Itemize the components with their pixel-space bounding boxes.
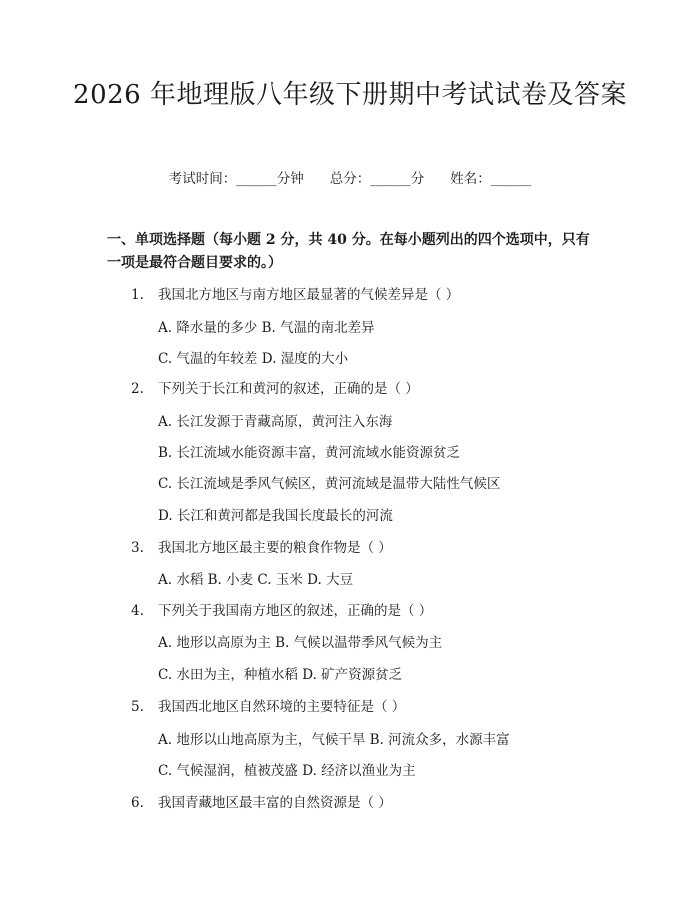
question-2-option-c: C. 长江流域是季风气候区，黄河流域是温带大陆性气候区 (158, 476, 501, 492)
question-2-option-d: D. 长江和黄河都是我国长度最长的河流 (158, 508, 393, 524)
exam-time-field: 考试时间：______分钟 (168, 171, 304, 187)
question-3 (131, 536, 392, 556)
exam-title: 2026 年地理版八年级下册期中考试试卷及答案 (73, 80, 627, 110)
question-3-options-line-1: A. 水稻 B. 小麦 C. 玉米 D. 大豆 (158, 572, 354, 588)
question-2-option-a: A. 长江发源于青藏高原，黄河注入东海 (158, 414, 393, 430)
question-number: 6. (131, 795, 144, 811)
question-5-options-line-2: C. 气候湿润，植被茂盛 D. 经济以渔业为主 (158, 763, 416, 779)
question-1-options-line-2: C. 气温的年较差 D. 湿度的大小 (158, 351, 349, 367)
question-1 (131, 283, 459, 303)
question-6 (131, 791, 392, 811)
question-text: 我国北方地区与南方地区最显著的气候差异是（ ） (158, 287, 460, 303)
student-name-field: 姓名：______ (450, 171, 532, 187)
question-1-options-line-1: A. 降水量的多少 B. 气温的南北差异 (158, 320, 375, 336)
question-text: 下列关于我国南方地区的叙述，正确的是（ ） (158, 603, 433, 619)
question-number: 3. (131, 540, 144, 556)
question-4-options-line-1: A. 地形以高原为主 B. 气候以温带季风气候为主 (158, 635, 443, 651)
question-number: 5. (131, 699, 144, 715)
total-score-field: 总分：______分 (329, 171, 425, 187)
question-number: 1. (131, 287, 144, 303)
question-5 (131, 695, 405, 715)
question-text: 我国北方地区最主要的粮食作物是（ ） (158, 540, 392, 556)
question-text: 我国西北地区自然环境的主要特征是（ ） (158, 699, 406, 715)
question-text: 下列关于长江和黄河的叙述，正确的是（ ） (158, 381, 419, 397)
question-number: 2. (131, 381, 144, 397)
question-4 (131, 599, 432, 619)
question-5-options-line-1: A. 地形以山地高原为主，气候干旱 B. 河流众多，水源丰富 (158, 732, 510, 748)
question-2 (131, 377, 419, 397)
exam-meta-line (0, 167, 700, 187)
question-2-option-b: B. 长江流域水能资源丰富，黄河流域水能资源贫乏 (158, 445, 461, 461)
question-text: 我国青藏地区最丰富的自然资源是（ ） (158, 795, 392, 811)
question-4-options-line-2: C. 水田为主，种植水稻 D. 矿产资源贫乏 (158, 667, 403, 683)
section-heading: 一、单项选择题（每小题 2 分，共 40 分。在每小题列出的四个选项中，只有一项是最符合题目要求的。） (107, 232, 590, 271)
question-number: 4. (131, 603, 144, 619)
